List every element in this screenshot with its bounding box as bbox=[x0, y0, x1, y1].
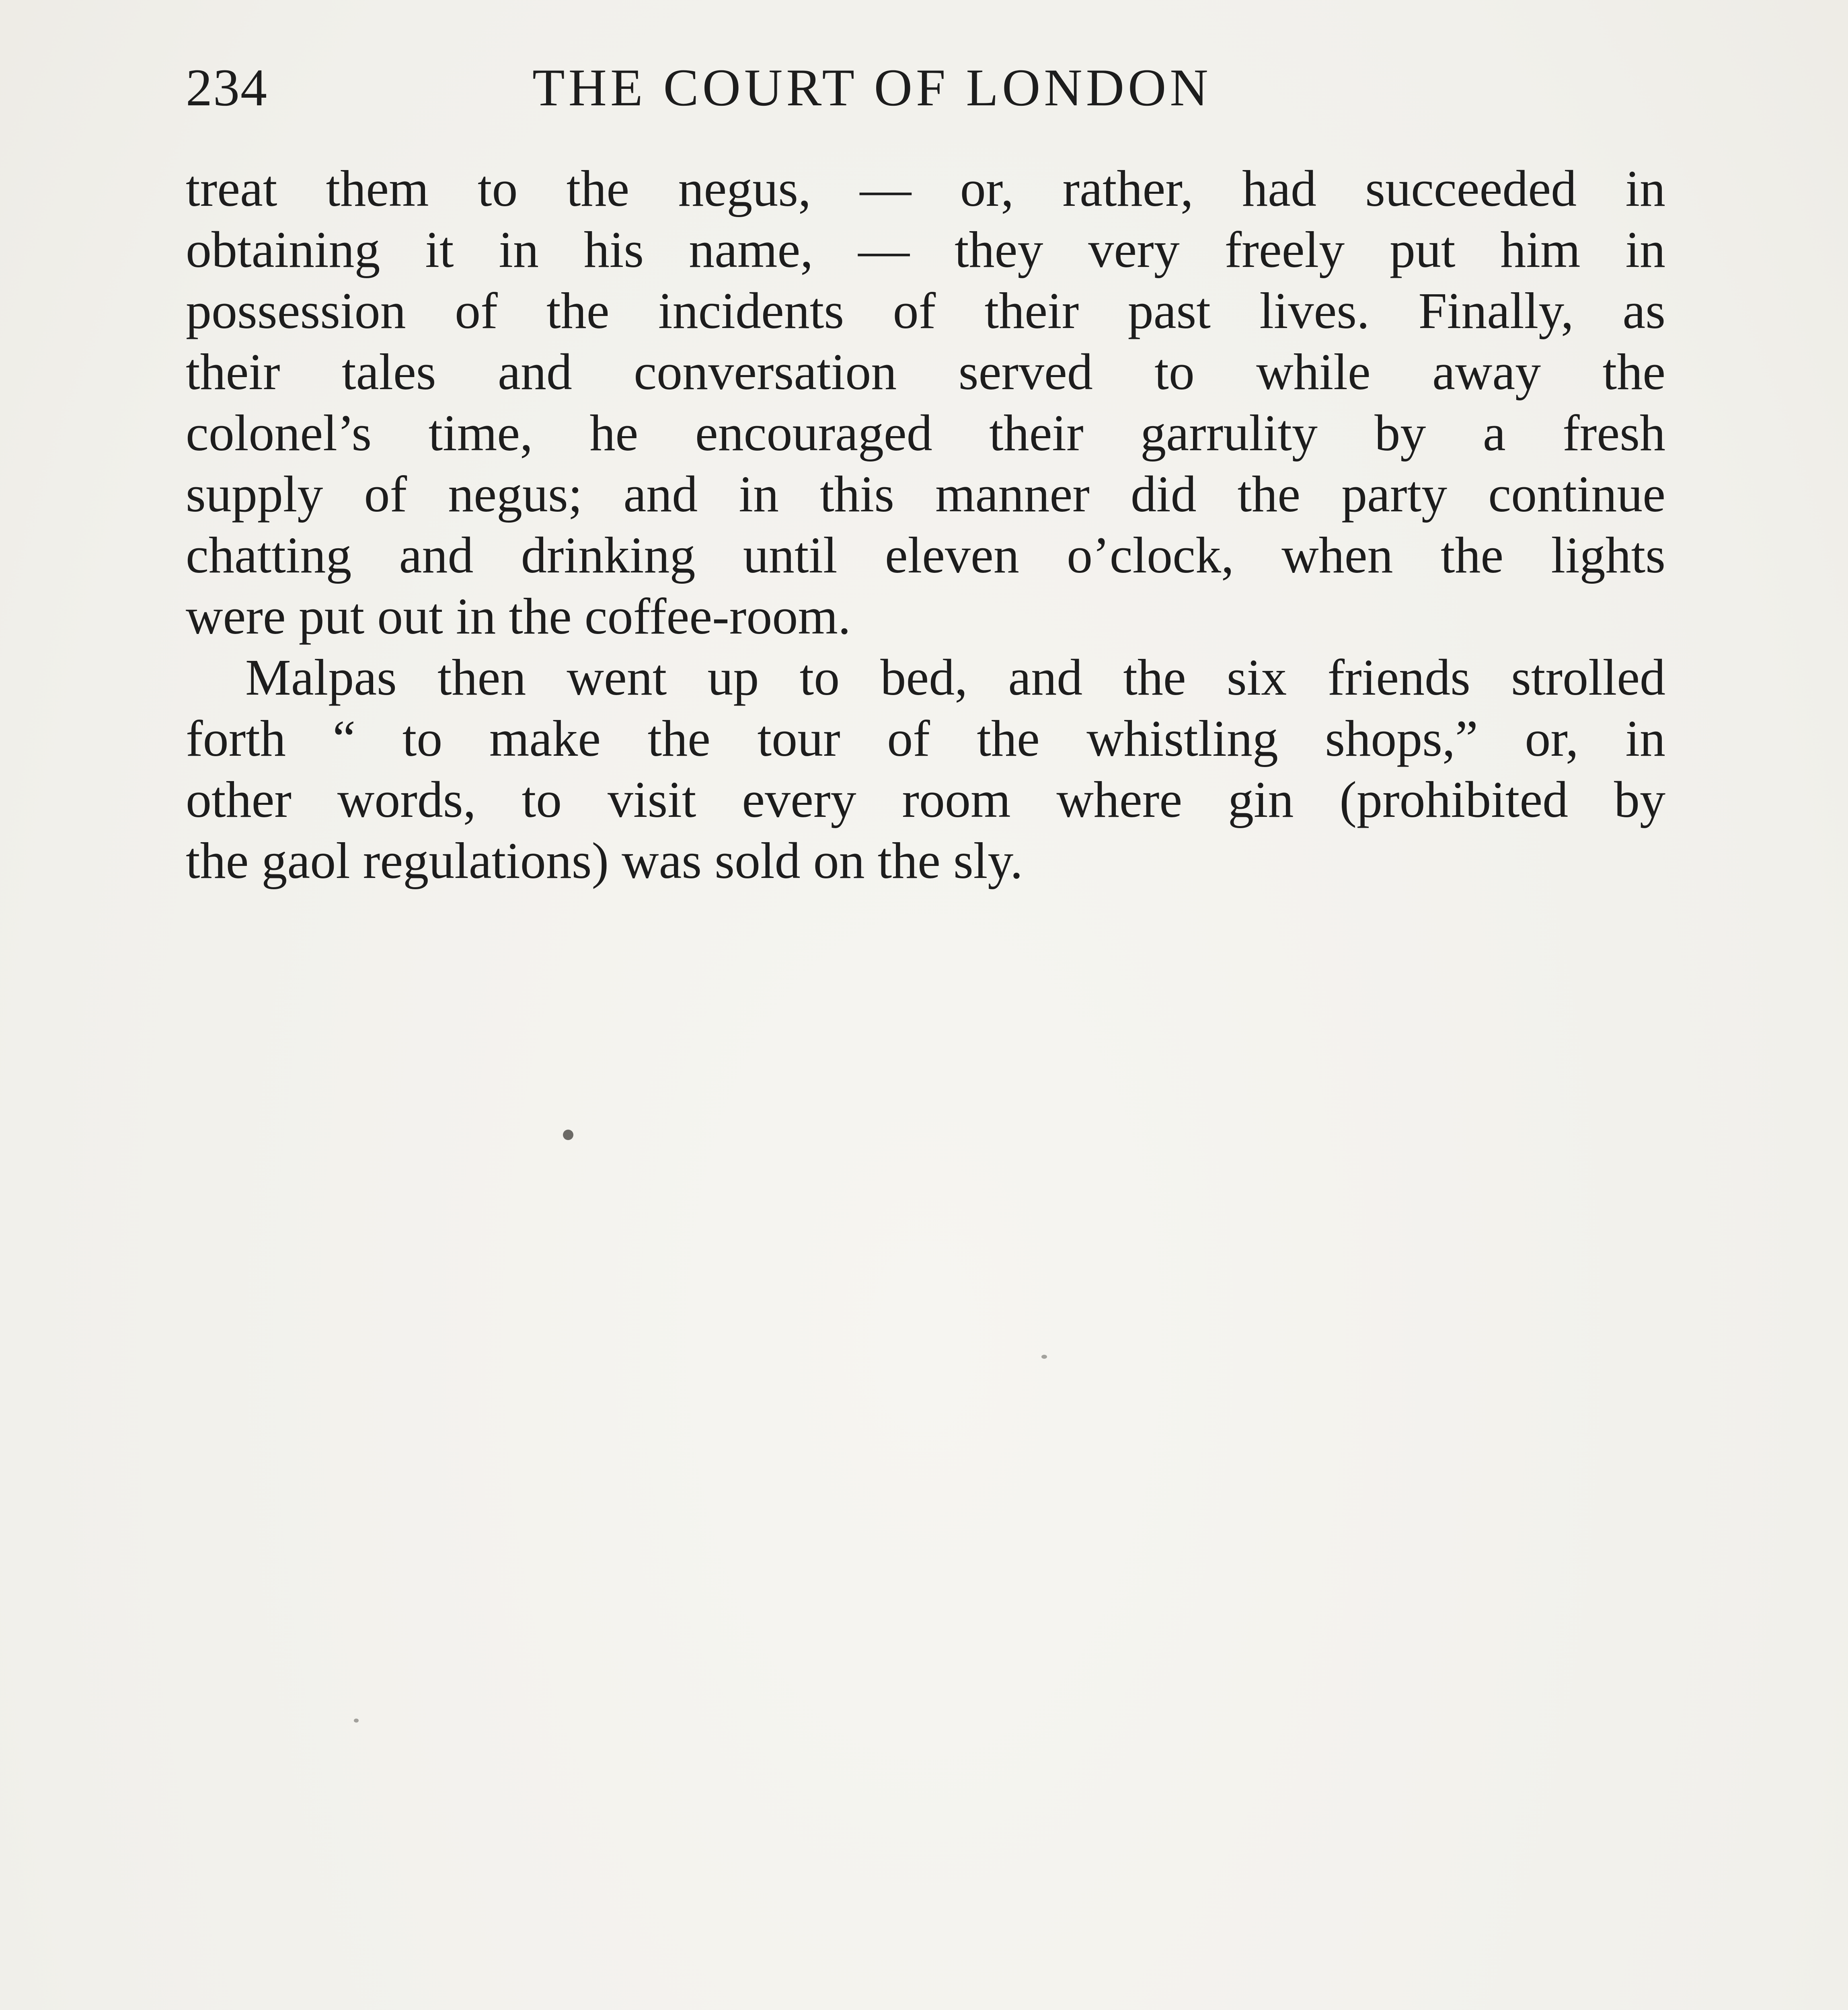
paragraph-1 bbox=[186, 158, 1665, 647]
text-line: other words, to visit every room where gin (prohibited by bbox=[186, 771, 1665, 828]
text-line: their tales and conversation served to while away the bbox=[186, 343, 1665, 400]
page-number: 234 bbox=[186, 58, 268, 117]
text-line: the gaol regulations) was sold on the sly. bbox=[186, 832, 1023, 889]
paper-speck bbox=[563, 1130, 573, 1140]
text-line: possession of the incidents of their past lives. Finally, as bbox=[186, 282, 1665, 339]
text-line: treat them to the negus, — or, rather, had succeeded in bbox=[186, 160, 1665, 217]
paper-speck bbox=[354, 1719, 359, 1723]
running-head bbox=[186, 47, 1665, 128]
text-line: chatting and drinking until eleven o’clock, when the lights bbox=[186, 527, 1665, 584]
text-line: forth “ to make the tour of the whistling shops,” or, in bbox=[186, 710, 1665, 767]
text-line: were put out in the coffee-room. bbox=[186, 588, 851, 645]
text-line: colonel’s time, he encouraged their garrulity by a fresh bbox=[186, 404, 1665, 461]
text-line: supply of negus; and in this manner did the party continue bbox=[186, 466, 1665, 523]
text-line: Malpas then went up to bed, and the six friends strolled bbox=[245, 649, 1665, 706]
book-title: THE COURT OF LONDON bbox=[532, 58, 1212, 117]
body-text bbox=[186, 158, 1665, 891]
paragraph-2 bbox=[186, 647, 1665, 891]
paper-speck bbox=[1041, 1355, 1047, 1359]
text-line: obtaining it in his name, — they very freely put him in bbox=[186, 221, 1665, 278]
